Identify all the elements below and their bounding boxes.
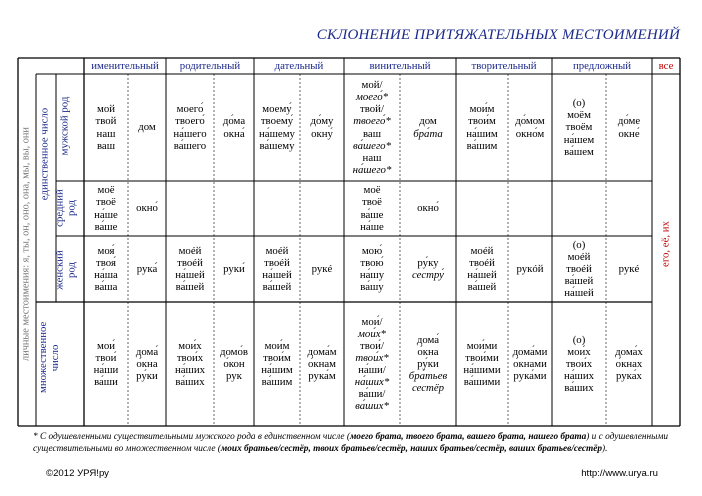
plural-ins-pronoun: мои́ми твои́ми на́шими ва́шими bbox=[463, 339, 501, 389]
fem-ins-pronoun: моéй твоéй на́шей ва́шей bbox=[467, 244, 497, 294]
fem-dat-noun: рукé bbox=[311, 262, 333, 275]
masc-acc-noun: дом бра́та bbox=[413, 115, 443, 140]
masc-nom-pronoun: мой твой наш ваш bbox=[95, 103, 117, 152]
neut-nom-noun: окно́ bbox=[136, 202, 158, 215]
fem-gen-pronoun: моéй твоéй на́шей ва́шей bbox=[175, 244, 205, 294]
header-instrumental: творительный bbox=[471, 60, 537, 73]
fem-gen-noun: руки́ bbox=[223, 262, 245, 275]
neuter-gender-label: средний род bbox=[53, 189, 77, 227]
masc-nom-noun: дом bbox=[138, 121, 156, 134]
neut-nom-pronoun: моё твоё на́ше ва́ше bbox=[94, 184, 118, 233]
plural-gen-noun: домо́в о́кон рук bbox=[219, 345, 248, 383]
fem-pre-noun: рукé bbox=[618, 262, 640, 275]
fem-acc-pronoun: мою́ твою́ на́шу ва́шу bbox=[359, 244, 385, 294]
header-prepositional: предложный bbox=[572, 60, 632, 73]
footnote: * С одушевленными существительными мужского рода в единственном числе (моего брата, твоего брата, вашего брата, нашего брата) и с одушевленными существительными во множественном числе (моих братьев/сестёр, твоих братьев/сестёр, наших братьев/сестёр, ваших братьев/сестёр). bbox=[33, 432, 669, 454]
plural-nom-pronoun: мои́ твои́ на́ши ва́ши bbox=[93, 339, 119, 389]
masc-dat-noun: до́му окну́ bbox=[310, 115, 334, 140]
masc-dat-pronoun: моему́ твоему́ на́шему ва́шему bbox=[259, 103, 295, 152]
all-forms-label: его, её, их bbox=[659, 221, 672, 267]
plural-dat-noun: дома́м о́кнам рука́м bbox=[307, 345, 337, 383]
plural-acc-noun: дома́ о́кна ру́ки бра́тьев сестёр bbox=[408, 333, 448, 395]
plural-ins-noun: дома́ми о́кнами рука́ми bbox=[512, 345, 548, 383]
masculine-gender-label: мужской род bbox=[58, 96, 71, 156]
plural-pre-pronoun: (о) мои́х твои́х на́ших ва́ших bbox=[563, 333, 595, 395]
personal-pronouns-label: личные местоимения: я, ты, он, оно, она, мы, вы, они bbox=[20, 127, 32, 361]
masc-acc-pronoun: мой/ моего́* твой/ твоего́* ваш ва́шего* наш на́шего* bbox=[352, 79, 392, 176]
plural-nom-noun: дома́ о́кна ру́ки bbox=[135, 345, 159, 383]
plural-pre-noun: дома́х о́кнах рука́х bbox=[615, 345, 643, 383]
masc-ins-pronoun: мои́м твои́м на́шим ва́шим bbox=[466, 103, 498, 152]
neut-acc-noun: окно́ bbox=[417, 202, 439, 215]
masc-pre-pronoun: (о) моём твоём на́шем ва́шем bbox=[563, 97, 595, 158]
plural-acc-pronoun: мои́/ мои́х* твои́/ твои́х* на́ши/ на́ших* ва́ши/ ва́ших* bbox=[354, 315, 390, 413]
singular-number-label: единственное число bbox=[38, 107, 51, 201]
fem-ins-noun: рукóй bbox=[516, 262, 544, 275]
fem-pre-pronoun: (о) моéй твоéй ва́шей на́шей bbox=[564, 238, 594, 300]
page-title: СКЛОНЕНИЕ ПРИТЯЖАТЕЛЬНЫХ МЕСТОИМЕНИЙ bbox=[316, 27, 680, 43]
plural-number-label: множественное число bbox=[37, 321, 61, 393]
plural-dat-pronoun: мои́м твои́м на́шим ва́шим bbox=[261, 339, 293, 389]
fem-nom-pronoun: моя́ твоя́ на́ша ва́ша bbox=[94, 244, 118, 294]
fem-acc-noun: ру́ку сестру́ bbox=[412, 256, 444, 281]
header-accusative: винительный bbox=[369, 60, 431, 73]
masc-gen-pronoun: моего́ твоего́ на́шего ва́шего bbox=[173, 103, 207, 152]
header-genitive: родительный bbox=[179, 60, 241, 73]
feminine-gender-label: женский род bbox=[53, 250, 77, 290]
header-nominative: именительный bbox=[91, 60, 159, 73]
neut-acc-pronoun: моё твоё ва́ше на́ше bbox=[360, 184, 384, 233]
site-url[interactable]: http://www.urya.ru bbox=[581, 468, 658, 479]
fem-nom-noun: рука́ bbox=[136, 262, 158, 275]
plural-gen-pronoun: мои́х твои́х на́ших ва́ших bbox=[174, 339, 206, 389]
header-all: все bbox=[658, 60, 674, 73]
copyright: ©2012 УРЯ!ру bbox=[46, 468, 109, 479]
masc-pre-noun: до́ме окне́ bbox=[617, 115, 641, 140]
header-dative: дательный bbox=[274, 60, 324, 73]
masc-gen-noun: до́ма окна́ bbox=[222, 115, 246, 140]
masc-ins-noun: до́мом окно́м bbox=[515, 115, 545, 140]
fem-dat-pronoun: моéй твоéй на́шей ва́шей bbox=[262, 244, 292, 294]
